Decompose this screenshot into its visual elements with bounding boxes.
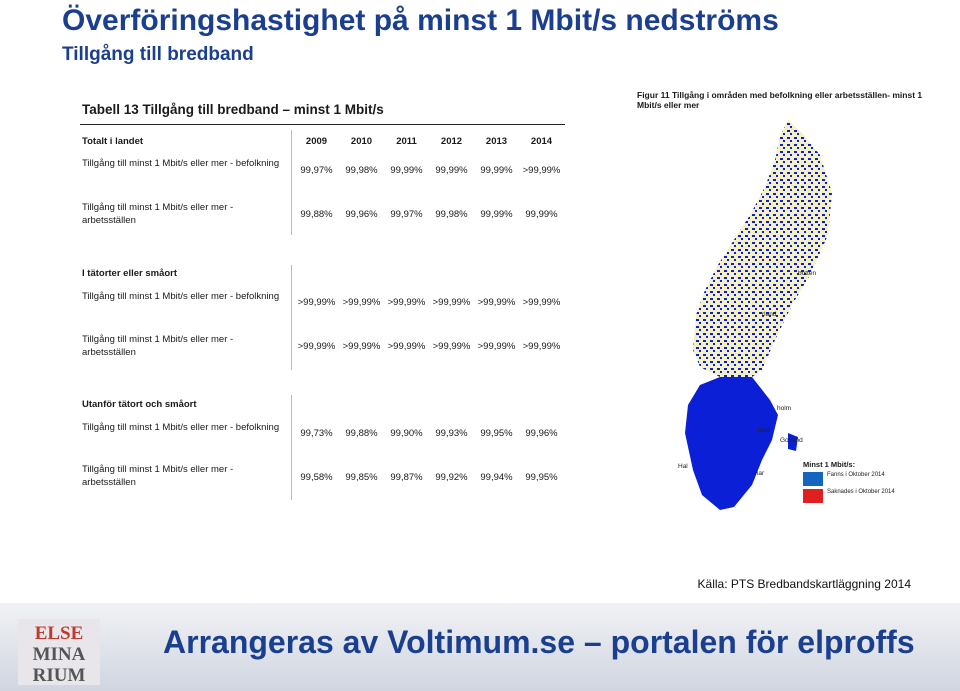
- legend-item: [803, 489, 913, 503]
- elseminarium-logo: [18, 619, 100, 685]
- map-label: Gotland: [780, 437, 803, 444]
- legend-swatch-missing: [803, 489, 823, 503]
- row-label: Tillgång till minst 1 Mbit/s eller mer - arbetsställen: [82, 464, 234, 488]
- table-cell: 99,97%: [390, 209, 423, 220]
- svg-text:ELSE: ELSE: [34, 623, 84, 644]
- legend-text: Fanns i Oktober 2014: [827, 472, 885, 478]
- row-label: Tillgång till minst 1 Mbit/s eller mer - befolkning: [82, 422, 280, 433]
- table-row: [294, 428, 564, 439]
- legend-swatch-available: [803, 472, 823, 486]
- table-cell: 99,73%: [300, 428, 333, 439]
- table-cell: >99,99%: [342, 341, 381, 352]
- table-row: [294, 472, 564, 483]
- map-north-region: [693, 120, 832, 377]
- table-cell: 99,99%: [390, 165, 423, 176]
- section-title-total: Totalt i landet: [82, 136, 144, 147]
- table-cell: 99,95%: [525, 472, 558, 483]
- legend-text: Saknades i Oktober 2014: [827, 489, 895, 495]
- table-cell: >99,99%: [477, 341, 516, 352]
- table-cell: 99,96%: [345, 209, 378, 220]
- table-cell: >99,99%: [387, 341, 426, 352]
- map-label: holm: [777, 405, 792, 412]
- table-cell: 99,90%: [390, 428, 423, 439]
- table-cell: 99,93%: [435, 428, 468, 439]
- table-cell: 99,88%: [300, 209, 333, 220]
- table-column-divider: [291, 395, 292, 500]
- table-cell: 99,99%: [480, 165, 513, 176]
- table-cell: 99,98%: [435, 209, 468, 220]
- row-label: Tillgång till minst 1 Mbit/s eller mer - befolkning: [82, 291, 280, 302]
- year-header: 2010: [350, 136, 373, 147]
- table-cell: 99,87%: [390, 472, 423, 483]
- table-cell: >99,99%: [432, 297, 471, 308]
- table-cell: >99,99%: [342, 297, 381, 308]
- table-cell: 99,88%: [345, 428, 378, 439]
- table-cell: >99,99%: [432, 341, 471, 352]
- svg-text:RIUM: RIUM: [32, 665, 86, 685]
- table-row: [294, 165, 564, 176]
- table-row: [294, 341, 564, 352]
- table-cell: 99,97%: [300, 165, 333, 176]
- table-cell: >99,99%: [297, 297, 336, 308]
- table-row: [294, 209, 564, 220]
- table-cell: >99,99%: [387, 297, 426, 308]
- table-cell: 99,99%: [525, 209, 558, 220]
- source-note: Källa: PTS Bredbandskartläggning 2014: [697, 577, 911, 591]
- page-title: Överföringshastighet på minst 1 Mbit/s nedströms: [62, 4, 779, 37]
- map-label: Hal: [678, 463, 688, 470]
- map-south-region: [685, 377, 778, 510]
- section-title-urban: I tätorter eller småort: [82, 268, 178, 279]
- footer-banner: [0, 603, 960, 691]
- year-header: 2013: [485, 136, 508, 147]
- year-header: 2014: [530, 136, 553, 147]
- svg-text:MINA: MINA: [32, 644, 86, 665]
- map-label: botten: [798, 270, 817, 277]
- table-cell: 99,58%: [300, 472, 333, 483]
- table-top-rule: [80, 124, 565, 125]
- table-cell: 99,94%: [480, 472, 513, 483]
- table-cell: 99,98%: [345, 165, 378, 176]
- footer-text: Arrangeras av Voltimum.se – portalen för elproffs: [163, 624, 915, 660]
- map-legend: [803, 460, 913, 506]
- table-cell: >99,99%: [477, 297, 516, 308]
- year-header: 2011: [396, 136, 417, 147]
- page-subtitle: Tillgång till bredband: [62, 44, 254, 65]
- map-label: mar: [753, 470, 765, 477]
- row-label: Tillgång till minst 1 Mbit/s eller mer - befolkning: [82, 158, 280, 169]
- table-cell: 99,95%: [480, 428, 513, 439]
- year-header: 2009: [305, 136, 328, 147]
- table-cell: >99,99%: [297, 341, 336, 352]
- table-cell: >99,99%: [522, 341, 561, 352]
- year-header-row: [294, 136, 564, 147]
- section-title-rural: Utanför tätort och småort: [82, 399, 197, 410]
- legend-title: Minst 1 Mbit/s:: [803, 460, 856, 469]
- map-label: land: [758, 427, 771, 434]
- table-caption: Tabell 13 Tillgång till bredband – minst 1 Mbit/s: [82, 102, 384, 117]
- table-cell: 99,99%: [480, 209, 513, 220]
- table-cell: 99,99%: [435, 165, 468, 176]
- table-cell: 99,92%: [435, 472, 468, 483]
- row-label: Tillgång till minst 1 Mbit/s eller mer - arbetsställen: [82, 202, 234, 226]
- table-row: [294, 297, 564, 308]
- legend-item: [803, 472, 913, 486]
- year-header: 2012: [440, 136, 463, 147]
- table-cell: 99,96%: [525, 428, 558, 439]
- figure-caption: Figur 11 Tillgång i områden med befolkning eller arbetsställen- minst 1 Mbit/s eller mer: [637, 90, 923, 110]
- map-label: rland: [762, 311, 777, 318]
- table-column-divider: [291, 265, 292, 370]
- table-cell: 99,85%: [345, 472, 378, 483]
- table-cell: >99,99%: [522, 297, 561, 308]
- row-label: Tillgång till minst 1 Mbit/s eller mer - arbetsställen: [82, 334, 234, 358]
- table-cell: >99,99%: [522, 165, 561, 176]
- table-column-divider: [291, 130, 292, 235]
